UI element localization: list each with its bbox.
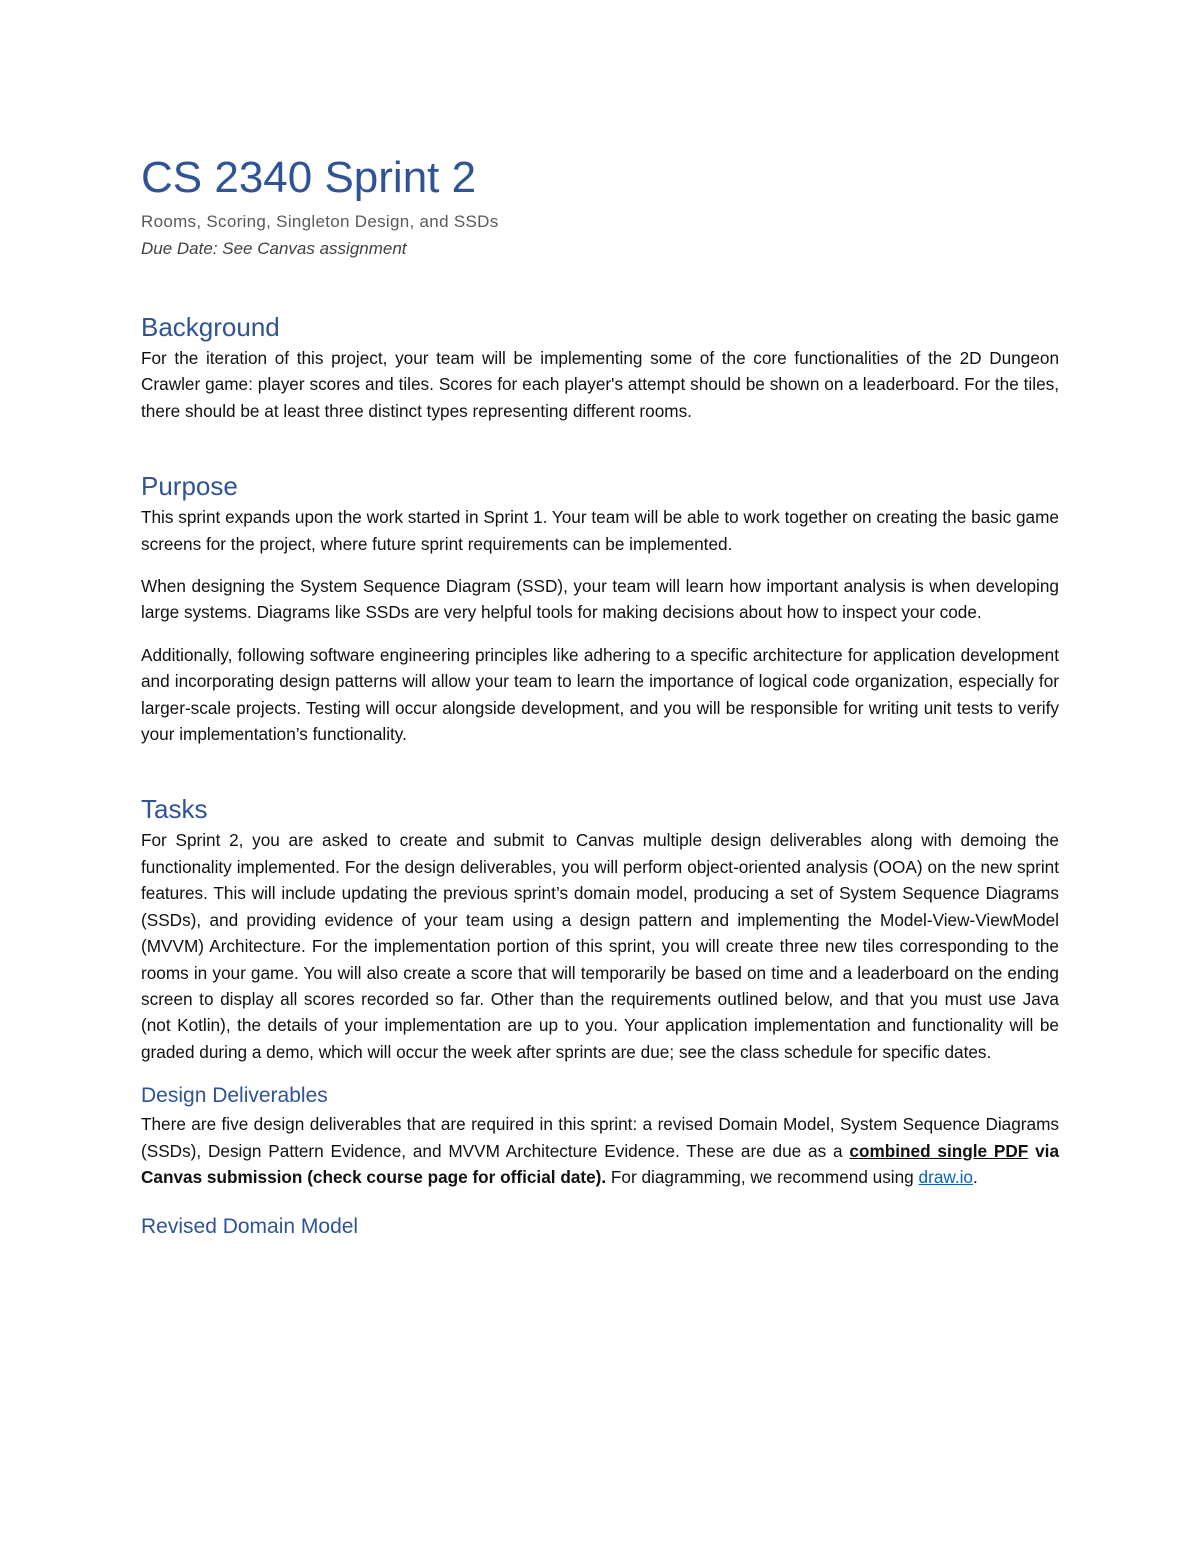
purpose-paragraph-3: Additionally, following software engineering principles like adhering to a specific architecture for application development and incorporating design patterns will allow your team to learn the importance of logical code organization, especially for larger-scale projects. Testing will occur alongside development, and you will be responsible for writing unit tests to verify your implementation’s functionality. (141, 644, 1059, 745)
section-revised-domain-model (141, 1212, 1059, 1242)
tasks-paragraph: For Sprint 2, you are asked to create and submit to Canvas multiple design deliverables along with demoing the functionality implemented. For the design deliverables, you will perform object-oriented analysis (OOA) on the new sprint features. This will include updating the previous sprint’s domain model, producing a set of System Sequence Diagrams (SSDs), and providing evidence of your team using a design pattern and implementing the Model-View-ViewModel (MVVM) Architecture. For the implementation portion of this sprint, you will create three new tiles corresponding to the rooms in your game. You will also create a score that will temporarily be based on time and a leaderboard on the ending screen to display all scores recorded so far. Other than the requirements outlined below, and that you must use Java (not Kotlin), the details of your implementation are up to you. Your application implementation and functionality will be graded during a demo, which will occur the week after sprints are due; see the class schedule for specific dates. (141, 830, 1059, 1062)
background-paragraph: For the iteration of this project, your team will be implementing some of the core functionalities of the 2D Dungeon Crawler game: player scores and tiles. Scores for each player's attempt should be shown on a leaderboard. For the tiles, there should be at least three distinct types representing different rooms. (141, 348, 1059, 421)
design-text-end: . (973, 1166, 978, 1187)
document-subtitle: Rooms, Scoring, Singleton Design, and SSDs (141, 212, 499, 231)
heading-design-deliverables: Design Deliverables (141, 1084, 328, 1108)
heading-background: Background (141, 312, 280, 342)
purpose-paragraph-1: This sprint expands upon the work started in Sprint 1. Your team will be able to work together on creating the basic game screens for the project, where future sprint requirements can be implemented. (141, 507, 1059, 554)
combined-pdf-emphasis: combined single PDF (849, 1140, 1029, 1161)
design-text-before: There are five design deliverables that are required in this sprint: a revised Domain Model, System Sequence Diagrams (SSDs), Design Pattern Evidence, and MVVM Architecture Evidence. These are due as a (141, 1114, 1059, 1161)
due-date: Due Date: See Canvas assignment (141, 239, 407, 258)
design-text-after: For diagramming, we recommend using (606, 1166, 919, 1187)
purpose-paragraph-2: When designing the System Sequence Diagram (SSD), your team will learn how important analysis is when developing large systems. Diagrams like SSDs are very helpful tools for making decisions about how to inspect your code. (141, 576, 1059, 623)
drawio-link[interactable]: draw.io (918, 1166, 973, 1187)
section-design-deliverables (141, 1081, 1059, 1190)
section-tasks (141, 791, 1059, 1065)
heading-revised-domain-model: Revised Domain Model (141, 1215, 359, 1239)
design-deliverables-paragraph (141, 1111, 1059, 1190)
section-purpose (141, 468, 1059, 747)
canvas-submission-emphasis: via Canvas submission (check course page for official date). (141, 1140, 1059, 1187)
heading-tasks: Tasks (141, 794, 208, 825)
section-background (141, 309, 1059, 424)
document-title: CS 2340 Sprint 2 (141, 153, 477, 202)
heading-purpose: Purpose (141, 471, 238, 502)
document-content (141, 148, 1059, 1242)
